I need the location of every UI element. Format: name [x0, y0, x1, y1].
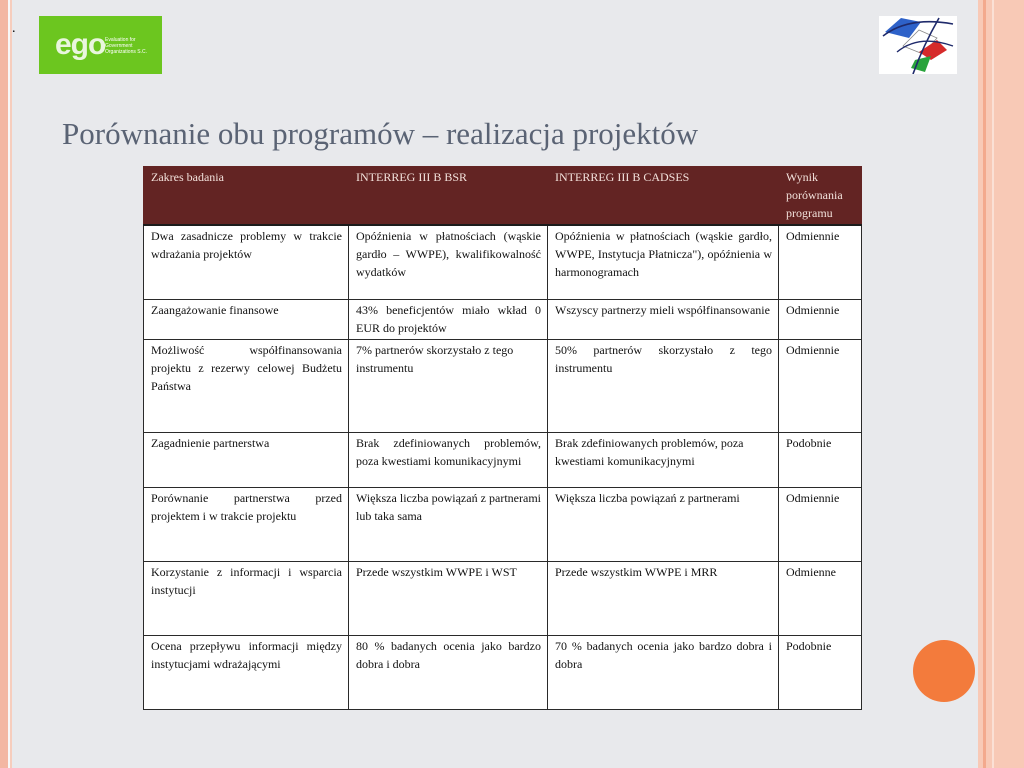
cell-result: Odmiennie [779, 299, 862, 339]
cell-cadses: Wszyscy partnerzy mieli współfinansowanie [548, 299, 779, 339]
interreg-logo-icon [879, 16, 957, 74]
cell-cadses: Opóźnienia w płatnościach (wąskie gardło, WWPE, Instytucja Płatnicza"), opóźnienia w harmonogramach [548, 225, 779, 299]
cell-bsr: Większa liczba powiązań z partnerami lub taka sama [349, 487, 548, 561]
cell-scope: Możliwość współfinansowania projektu z rezerwy celowej Budżetu Państwa [144, 339, 349, 432]
cell-scope: Zaangażowanie finansowe [144, 299, 349, 339]
left-decorative-border [0, 0, 8, 768]
cell-result: Podobnie [779, 432, 862, 487]
comparison-table [143, 166, 862, 710]
cell-bsr: 43% beneficjentów miało wkład 0 EUR do projektów [349, 299, 548, 339]
cell-bsr: Przede wszystkim WWPE i WST [349, 561, 548, 635]
cell-bsr: 80 % badanych ocenia jako bardzo dobra i dobra [349, 635, 548, 709]
cell-cadses: Większa liczba powiązań z partnerami [548, 487, 779, 561]
cell-scope: Porównanie partnerstwa przed projektem i w trakcie projektu [144, 487, 349, 561]
cell-cadses: Brak zdefiniowanych problemów, poza kwestiami komunikacyjnymi [548, 432, 779, 487]
cell-cadses: Przede wszystkim WWPE i MRR [548, 561, 779, 635]
table-row [144, 487, 862, 561]
cell-bsr: Opóźnienia w płatnościach (wąskie gardło – WWPE), kwalifikowalność wydatków [349, 225, 548, 299]
table-row [144, 225, 862, 299]
cell-bsr: Brak zdefiniowanych problemów, poza kwestiami komunikacyjnymi [349, 432, 548, 487]
cell-result: Odmiennie [779, 339, 862, 432]
decorative-orange-circle [913, 640, 975, 702]
cell-scope: Dwa zasadnicze problemy w trakcie wdrażania projektów [144, 225, 349, 299]
table-row [144, 432, 862, 487]
cell-cadses: 70 % badanych ocenia jako bardzo dobra i dobra [548, 635, 779, 709]
cell-result: Odmienne [779, 561, 862, 635]
header-bsr: INTERREG III B BSR [349, 167, 548, 226]
cell-result: Odmiennie [779, 487, 862, 561]
ego-logo-tagline: Evaluation for Government Organizations S.C. [105, 37, 147, 55]
table-row [144, 299, 862, 339]
ego-logo-letters: ego [55, 28, 106, 61]
cell-scope: Korzystanie z informacji i wsparcia instytucji [144, 561, 349, 635]
table-row [144, 635, 862, 709]
cell-result: Odmiennie [779, 225, 862, 299]
cell-result: Podobnie [779, 635, 862, 709]
header-result: Wynik porównania programu [779, 167, 862, 226]
cell-scope: Zagadnienie partnerstwa [144, 432, 349, 487]
table-row [144, 339, 862, 432]
cell-bsr: 7% partnerów skorzystało z tego instrumentu [349, 339, 548, 432]
cell-cadses: 50% partnerów skorzystało z tego instrumentu [548, 339, 779, 432]
cell-scope: Ocena przepływu informacji między instytucjami wdrażającymi [144, 635, 349, 709]
ego-logo [39, 16, 162, 74]
marker-dot: . [12, 21, 16, 36]
header-scope: Zakres badania [144, 167, 349, 226]
table-header-row [144, 167, 862, 226]
interreg-logo [879, 16, 957, 74]
right-decorative-line [983, 0, 986, 768]
header-cadses: INTERREG III B CADSES [548, 167, 779, 226]
table-row [144, 561, 862, 635]
right-decorative-line-light [992, 0, 994, 768]
slide-title: Porównanie obu programów – realizacja projektów [62, 116, 699, 151]
